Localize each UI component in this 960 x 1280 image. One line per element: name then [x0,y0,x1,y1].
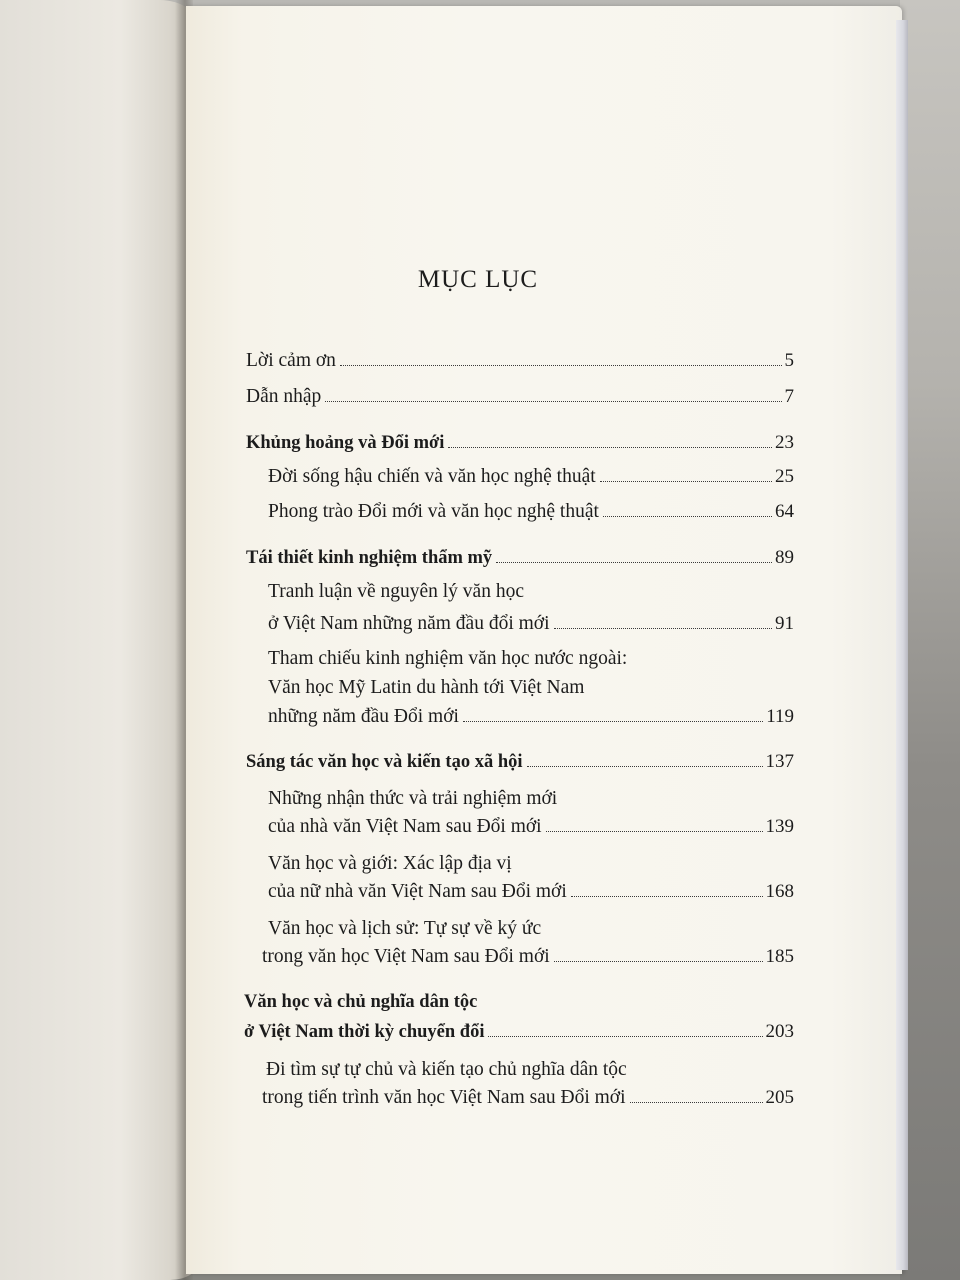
dot-leader [603,516,772,517]
toc-section-crisis-renovation [246,432,794,454]
toc-page-number: 5 [784,350,794,371]
toc-section-nationalism [244,1021,794,1043]
dot-leader [463,721,763,722]
toc-entry-acknowledgements [246,350,794,372]
toc-entry-autonomy-nationalism [262,1087,794,1109]
toc-entry-postwar-life [268,466,794,488]
toc-entry-title-line: Tham chiếu kinh nghiệm văn học nước ngoài: [268,648,628,669]
toc-entry-title: Dẫn nhập [246,386,322,407]
toc-entry-title-line: ở Việt Nam những năm đầu đổi mới [268,613,550,634]
toc-title: MỤC LỤC [417,266,539,293]
dot-leader [546,831,763,832]
toc-entry-literature-history [262,946,794,968]
toc-page-number: 137 [765,751,794,772]
toc-entry-title-line: Những nhận thức và trải nghiệm mới [268,788,558,809]
toc-section-aesthetic-experience [246,547,794,569]
toc-entry-title: Đời sống hậu chiến và văn học nghệ thuật [268,466,596,487]
dot-leader [496,562,772,563]
toc-page-number: 91 [775,613,794,634]
dot-leader [554,961,763,962]
toc-page-number: 205 [765,1087,794,1108]
toc-entry-title-line: Văn học Mỹ Latin du hành tới Việt Nam [268,677,585,698]
toc-page-number: 203 [765,1021,794,1042]
toc-entry-title-line: trong văn học Việt Nam sau Đổi mới [262,946,550,967]
toc-section-literary-creation [246,751,794,773]
table-background [900,0,960,1280]
toc-entry-title: Phong trào Đổi mới và văn học nghệ thuật [268,501,599,522]
toc-section-title: Tái thiết kinh nghiệm thẩm mỹ [246,548,493,568]
toc-entry-literature-gender [268,881,794,903]
toc-entry-introduction [246,386,794,408]
toc-section-title-line: ở Việt Nam thời kỳ chuyển đổi [244,1022,485,1042]
toc-entry-title-line: Văn học và giới: Xác lập địa vị [268,853,512,874]
dot-leader [488,1036,762,1037]
dot-leader [630,1102,763,1103]
left-facing-page [0,0,200,1280]
toc-entry-title-line: Đi tìm sự tự chủ và kiến tạo chủ nghĩa dân tộc [266,1059,627,1080]
dot-leader [571,896,763,897]
toc-page-number: 64 [775,501,794,522]
toc-entry-latin-american-literature [268,706,794,728]
toc-page-number: 185 [765,946,794,967]
toc-page-number: 25 [775,466,794,487]
toc-page-number: 168 [765,881,794,902]
toc-entry-title-line: những năm đầu Đổi mới [268,706,459,727]
toc-entry-title: Lời cảm ơn [246,350,336,371]
toc-section-title-line: Văn học và chủ nghĩa dân tộc [244,992,478,1012]
book-page [186,6,902,1274]
toc-entry-title-line: Văn học và lịch sử: Tự sự về ký ức [268,918,542,939]
page-stack-edge [896,20,908,1270]
dot-leader [527,766,763,767]
toc-entry-renovation-movement [268,501,794,523]
toc-page-number: 7 [784,386,794,407]
toc-page-number: 89 [775,547,794,568]
toc-entry-new-perceptions [268,816,794,838]
dot-leader [448,447,772,448]
toc-entry-literary-principles [268,613,794,635]
dot-leader [554,628,772,629]
toc-page-number: 23 [775,432,794,453]
dot-leader [325,401,781,402]
dot-leader [600,481,772,482]
toc-page-number: 119 [766,706,794,727]
toc-section-title: Sáng tác văn học và kiến tạo xã hội [246,752,523,772]
toc-entry-title-line: Tranh luận về nguyên lý văn học [268,581,524,602]
toc-entry-title-line: trong tiến trình văn học Việt Nam sau Đổi mới [262,1087,626,1108]
toc-entry-title-line: của nữ nhà văn Việt Nam sau Đổi mới [268,881,567,902]
toc-entry-title-line: của nhà văn Việt Nam sau Đổi mới [268,816,542,837]
dot-leader [340,365,782,366]
toc-page-number: 139 [765,816,794,837]
toc-section-title: Khủng hoảng và Đổi mới [246,433,445,453]
